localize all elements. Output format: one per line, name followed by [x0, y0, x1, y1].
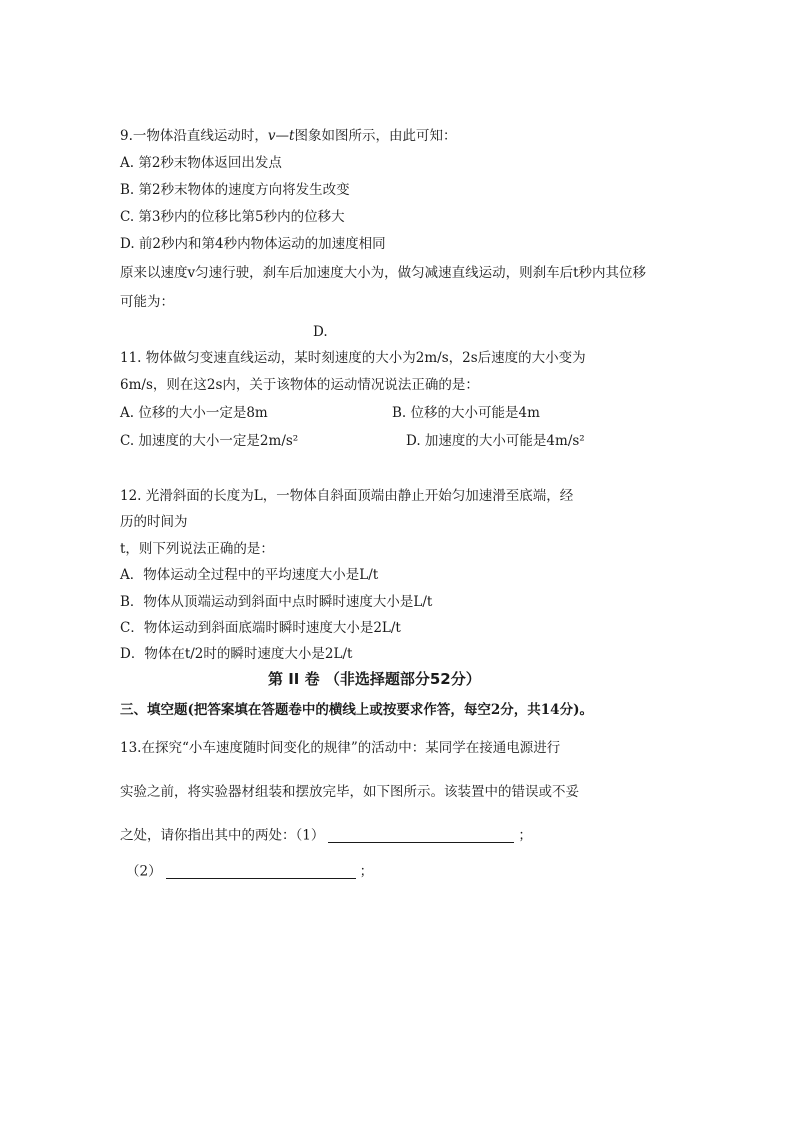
q11-option-b: B. 位移的大小可能是4m: [392, 405, 540, 421]
q12-line2: 历的时间为: [120, 514, 188, 530]
q10-line2: 可能为：: [120, 294, 174, 310]
q9-option-c: C. 第3秒内的位移比第5秒内的位移大: [120, 209, 345, 225]
q11-line2: 6m/s，则在这2s内，关于该物体的运动情况说法正确的是：: [120, 377, 479, 393]
q9-stem-suffix: 图象如图所示，由此可知：: [294, 128, 457, 144]
q9-option-d: D. 前2秒内和第4秒内物体运动的加速度相同: [120, 236, 386, 252]
answer-blank-1[interactable]: [328, 828, 514, 843]
q12-option-c: C．物体运动到斜面底端时瞬时速度大小是2L/t: [120, 620, 401, 636]
q13-line3-prefix: 之处，请你指出其中的两处：（1）: [120, 827, 325, 844]
q11-option-c: C. 加速度的大小一定是2m/s²: [120, 433, 299, 449]
q11-line1: 11. 物体做匀变速直线运动，某时刻速度的大小为2m/s，2s后速度的大小变为: [120, 350, 586, 366]
q13-line1: 13.在探究“小车速度随时间变化的规律”的活动中：某同学在接通电源进行: [120, 740, 561, 756]
q12-line1: 12. 光滑斜面的长度为L，一物体自斜面顶端由静止开始匀加速滑至底端，经: [120, 488, 574, 504]
section2-heading: 三、填空题(把答案填在答题卷中的横线上或按要求作答，每空2分，共14分)。: [120, 702, 593, 718]
q9-option-b: B. 第2秒末物体的速度方向将发生改变: [120, 182, 350, 198]
q12-line3: t，则下列说法正确的是：: [120, 541, 274, 557]
q11-option-a: A. 位移的大小一定是8m: [120, 405, 268, 421]
q9-stem-prefix: 9.一物体沿直线运动时，: [120, 128, 268, 144]
q13-line3: [120, 828, 532, 843]
section2-title: 第 II 卷 （非选择题部分52分）: [268, 670, 481, 688]
q9-stem: [120, 130, 456, 144]
answer-blank-2[interactable]: [166, 864, 356, 879]
q9-stem-graph: v—t: [267, 128, 295, 144]
q13-line4-prefix: （2）: [126, 863, 162, 880]
q10-line1: 原来以速度v匀速行驶，刹车后加速度大小为，做匀减速直线运动，则刹车后t秒内其位移: [120, 265, 647, 281]
q13-line4-suffix: ；: [359, 863, 374, 880]
q12-option-a: A．物体运动全过程中的平均速度大小是L/t: [120, 567, 379, 583]
q13-line3-suffix: ；: [518, 827, 532, 844]
q13-line4: [126, 864, 373, 879]
q13-line2: 实验之前，将实验器材组装和摆放完毕，如下图所示。该装置中的错误或不妥: [120, 784, 579, 800]
q12-option-b: B．物体从顶端运动到斜面中点时瞬时速度大小是L/t: [120, 594, 433, 610]
q10-option-d: D.: [313, 324, 328, 340]
q9-option-a: A. 第2秒末物体返回出发点: [120, 155, 282, 171]
q12-option-d: D．物体在t/2时的瞬时速度大小是2L/t: [120, 646, 353, 662]
q11-option-d: D. 加速度的大小可能是4m/s²: [406, 433, 585, 449]
